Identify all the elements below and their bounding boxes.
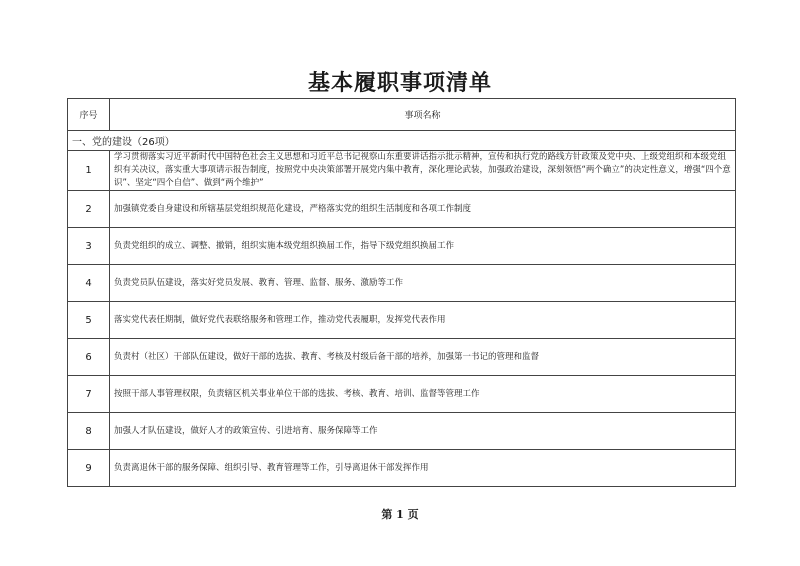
table-row <box>68 265 736 302</box>
item-number: 3 <box>68 228 110 265</box>
item-number: 7 <box>68 376 110 413</box>
item-text: 负责离退休干部的服务保障、组织引导、教育管理等工作，引导离退休干部发挥作用 <box>110 450 736 487</box>
table-row <box>68 228 736 265</box>
item-number: 8 <box>68 413 110 450</box>
item-text: 负责党组织的成立、调整、撤销，组织实施本级党组织换届工作，指导下级党组织换届工作 <box>110 228 736 265</box>
item-text: 负责党员队伍建设，落实好党员发展、教育、管理、监督、服务、激励等工作 <box>110 265 736 302</box>
item-text: 负责村（社区）干部队伍建设，做好干部的选拔、教育、考核及村级后备干部的培养，加强第一书记的管理和监督 <box>110 339 736 376</box>
header-number: 序号 <box>68 99 110 131</box>
item-number: 1 <box>68 151 110 191</box>
item-number: 5 <box>68 302 110 339</box>
section-heading: 一、党的建设（26项） <box>68 131 736 151</box>
item-text: 学习贯彻落实习近平新时代中国特色社会主义思想和习近平总书记视察山东重要讲话指示批示精神，宣传和执行党的路线方针政策及党中央、上级党组织和本级党组织有关决议，落实重大事项请示报告制度，按照党中央决策部署开展党内集中教育，深化理论武装，加强政治建设，深刻领悟“两个确立”的决定性意义，增强“四个意识”、坚定“四个自信”、做到“两个维护” <box>110 151 736 191</box>
item-text: 加强镇党委自身建设和所辖基层党组织规范化建设，严格落实党的组织生活制度和各项工作制度 <box>110 191 736 228</box>
table-row <box>68 151 736 191</box>
table-header-row <box>68 99 736 131</box>
item-text: 按照干部人事管理权限，负责辖区机关事业单位干部的选拔、考核、教育、培训、监督等管理工作 <box>110 376 736 413</box>
table-row <box>68 413 736 450</box>
item-number: 4 <box>68 265 110 302</box>
item-number: 2 <box>68 191 110 228</box>
page-number: 第 1 页 <box>381 508 419 521</box>
header-item-name: 事项名称 <box>110 99 736 131</box>
table-row <box>68 191 736 228</box>
table-row <box>68 339 736 376</box>
table-row <box>68 376 736 413</box>
document-title: 基本履职事项清单 <box>307 70 492 96</box>
duties-table <box>67 98 736 487</box>
section-row <box>68 131 736 151</box>
item-text: 加强人才队伍建设，做好人才的政策宣传、引进培育、服务保障等工作 <box>110 413 736 450</box>
item-number: 9 <box>68 450 110 487</box>
table-row <box>68 302 736 339</box>
table-row <box>68 450 736 487</box>
item-number: 6 <box>68 339 110 376</box>
item-text: 落实党代表任期制，做好党代表联络服务和管理工作，推动党代表履职，发挥党代表作用 <box>110 302 736 339</box>
